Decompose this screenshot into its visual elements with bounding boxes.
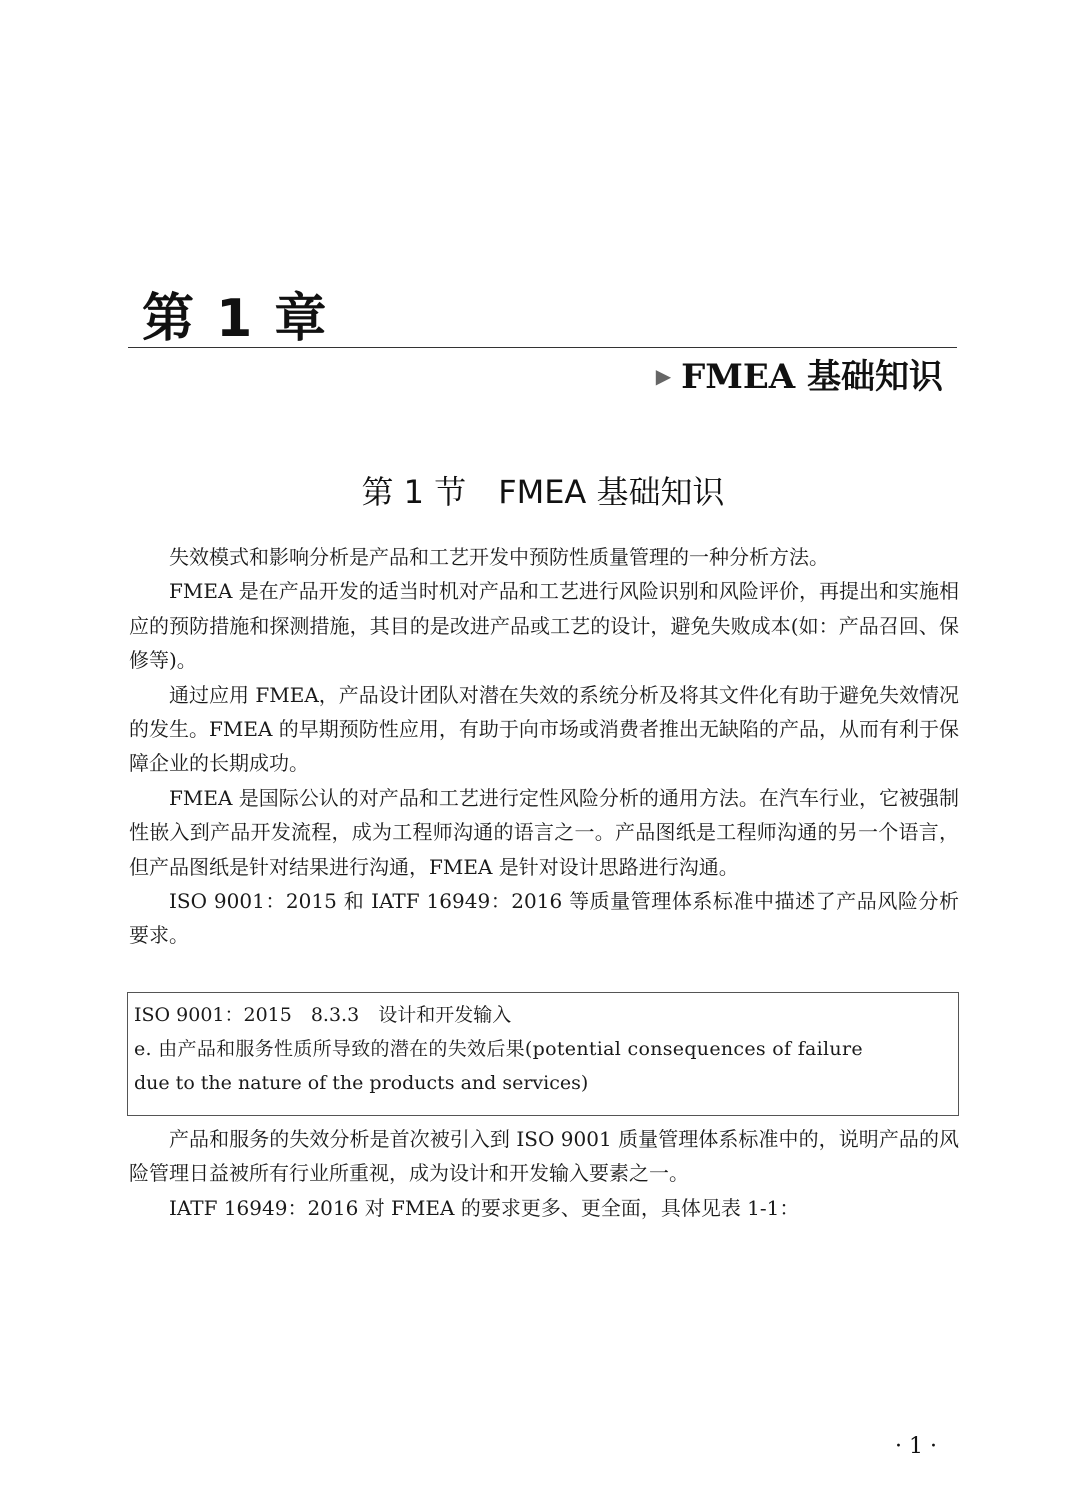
body-text-continued <box>129 1122 959 1225</box>
paragraph: FMEA 是在产品开发的适当时机对产品和工艺进行风险识别和风险评价，再提出和实施相应的预防措施和探测措施，其目的是改进产品或工艺的设计，避免失败成本(如：产品召回、保修等)。 <box>129 579 959 673</box>
chapter-subtitle <box>656 354 943 402</box>
quote-line: ISO 9001：2015 8.3.3 设计和开发输入 <box>134 1004 512 1026</box>
paragraph: ISO 9001：2015 和 IATF 16949：2016 等质量管理体系标准中描述了产品风险分析要求。 <box>129 889 959 948</box>
section-heading: 第 1 节 FMEA 基础知识 <box>361 473 725 511</box>
paragraph: FMEA 是国际公认的对产品和工艺进行定性风险分析的通用方法。在汽车行业，它被强制性嵌入到产品开发流程，成为工程师沟通的语言之一。产品图纸是工程师沟通的另一个语言，但产品图纸是针对结果进行沟通，FMEA 是针对设计思路进行沟通。 <box>129 785 959 879</box>
body-text <box>129 540 959 953</box>
triangle-icon: ▶ <box>655 364 672 388</box>
page-number: · 1 · <box>895 1434 937 1459</box>
paragraph: 通过应用 FMEA，产品设计团队对潜在失效的系统分析及将其文件化有助于避免失效情况的发生。FMEA 的早期预防性应用，有助于向市场或消费者推出无缺陷的产品，从而有利于保障企业的长期成功。 <box>129 682 959 776</box>
paragraph: IATF 16949：2016 对 FMEA 的要求更多、更全面，具体见表 1-1： <box>169 1195 800 1220</box>
quote-line: e. 由产品和服务性质所导致的潜在的失效后果(potential consequences of failure <box>134 1038 863 1060</box>
standard-quote-box <box>127 992 959 1116</box>
paragraph: 产品和服务的失效分析是首次被引入到 ISO 9001 质量管理体系标准中的，说明产品的风险管理日益被所有行业所重视，成为设计和开发输入要素之一。 <box>129 1127 959 1186</box>
chapter-heading: 第 1 章 <box>142 289 329 349</box>
quote-line: due to the nature of the products and services) <box>134 1072 589 1094</box>
chapter-divider <box>128 347 957 348</box>
paragraph: 失效模式和影响分析是产品和工艺开发中预防性质量管理的一种分析方法。 <box>169 545 829 569</box>
chapter-subtitle-text: FMEA 基础知识 <box>681 357 943 397</box>
